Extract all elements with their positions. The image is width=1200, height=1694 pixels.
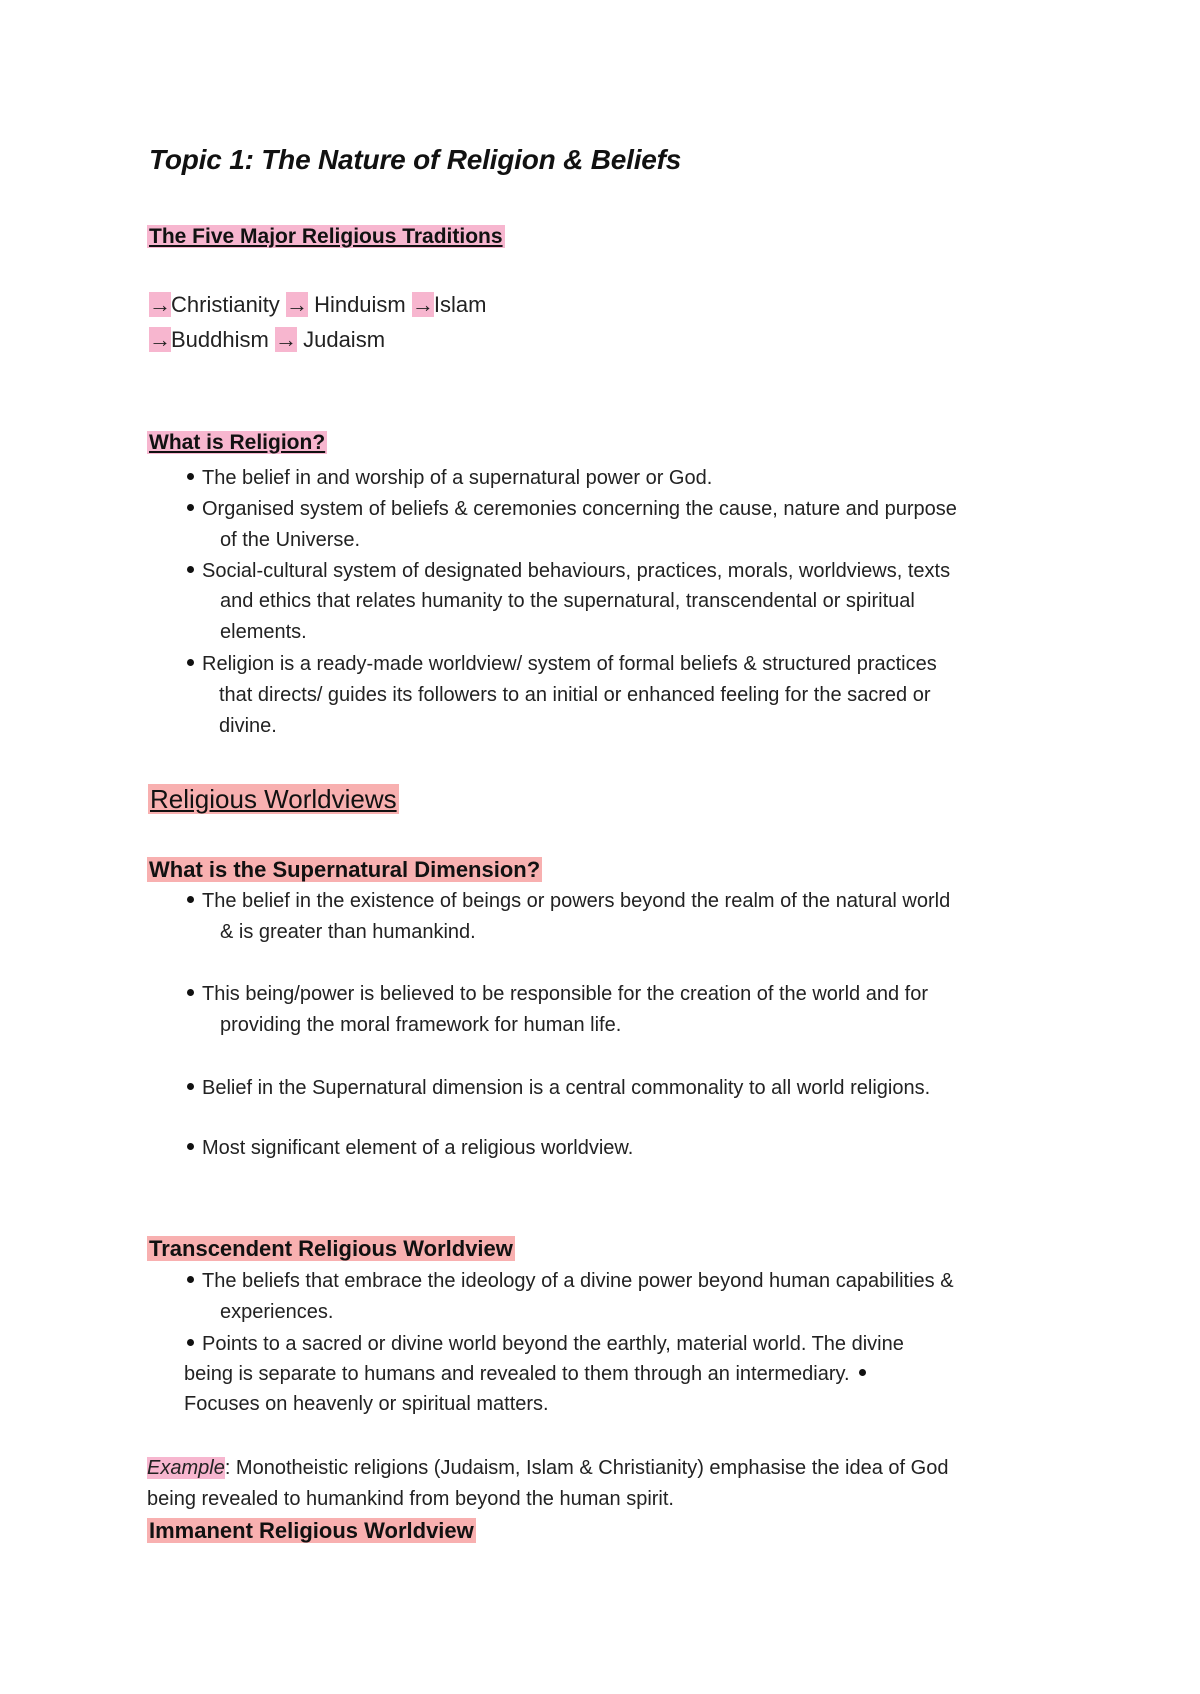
tradition-item: Hinduism [314, 292, 406, 317]
traditions-row-1 [149, 290, 486, 320]
religion-heading: What is Religion? [149, 431, 326, 454]
list-item: The beliefs that embrace the ideology of a divine power beyond human capabilities & [187, 1270, 954, 1293]
traditions-heading: The Five Major Religious Traditions [149, 225, 503, 248]
tradition-item: Judaism [303, 327, 386, 352]
tradition-item: Islam [433, 292, 487, 317]
arrow-icon: → [149, 327, 171, 352]
list-item-continuation: providing the moral framework for human life. [220, 1014, 622, 1036]
arrow-icon: → [274, 327, 297, 352]
list-item: Religion is a ready-made worldview/ system of formal beliefs & structured practices [187, 653, 937, 676]
list-item-continuation: & is greater than humankind. [220, 921, 476, 943]
list-item: Social-cultural system of designated behaviours, practices, morals, worldviews, texts [187, 560, 950, 583]
bullet-icon [187, 1143, 194, 1150]
transcendent-heading: Transcendent Religious Worldview [149, 1236, 513, 1261]
tradition-item: Christianity [171, 292, 280, 317]
list-item-continuation: Focuses on heavenly or spiritual matters. [184, 1393, 549, 1415]
list-item: This being/power is believed to be responsible for the creation of the world and for [187, 983, 928, 1006]
list-item-continuation: divine. [219, 715, 277, 737]
bullet-icon [187, 566, 194, 573]
example-paragraph: Example: Monotheistic religions (Judaism, Islam & Christianity) emphasise the idea of God [147, 1457, 949, 1479]
supernatural-heading: What is the Supernatural Dimension? [149, 857, 541, 882]
list-item-continuation: and ethics that relates humanity to the supernatural, transcendental or spiritual [220, 590, 915, 612]
example-label: Example [147, 1457, 225, 1479]
bullet-icon [187, 659, 194, 666]
bullet-icon [187, 504, 194, 511]
bullet-icon [187, 896, 194, 903]
list-item-continuation: of the Universe. [220, 529, 361, 551]
arrow-icon: → [285, 292, 308, 317]
list-item-continuation: elements. [220, 621, 307, 643]
arrow-icon: → [411, 292, 434, 317]
list-item-continuation: experiences. [220, 1301, 334, 1323]
bullet-icon [187, 473, 194, 480]
bullet-icon [187, 989, 194, 996]
bullet-icon [187, 1339, 194, 1346]
immanent-heading: Immanent Religious Worldview [149, 1518, 474, 1543]
bullet-icon [187, 1083, 194, 1090]
list-item-continuation: being is separate to humans and revealed to them through an intermediary. [184, 1363, 874, 1386]
list-item: Most significant element of a religious worldview. [187, 1137, 633, 1160]
list-item: Belief in the Supernatural dimension is a central commonality to all world religions. [187, 1077, 930, 1100]
list-item: Points to a sacred or divine world beyond the earthly, material world. The divine [187, 1333, 904, 1356]
tradition-item: Buddhism [171, 327, 269, 352]
list-item: The belief in and worship of a supernatural power or God. [187, 467, 712, 490]
worldviews-heading: Religious Worldviews [150, 784, 397, 814]
example-continuation: being revealed to humankind from beyond the human spirit. [147, 1488, 674, 1510]
list-item: The belief in the existence of beings or powers beyond the realm of the natural world [187, 890, 950, 913]
list-item: Organised system of beliefs & ceremonies concerning the cause, nature and purpose [187, 498, 957, 521]
arrow-icon: → [149, 292, 171, 317]
list-item-continuation: that directs/ guides its followers to an initial or enhanced feeling for the sacred or [219, 684, 931, 706]
bullet-icon [859, 1369, 866, 1376]
traditions-row-2 [149, 325, 385, 355]
bullet-icon [187, 1276, 194, 1283]
page-title: Topic 1: The Nature of Religion & Beliefs [149, 144, 682, 175]
